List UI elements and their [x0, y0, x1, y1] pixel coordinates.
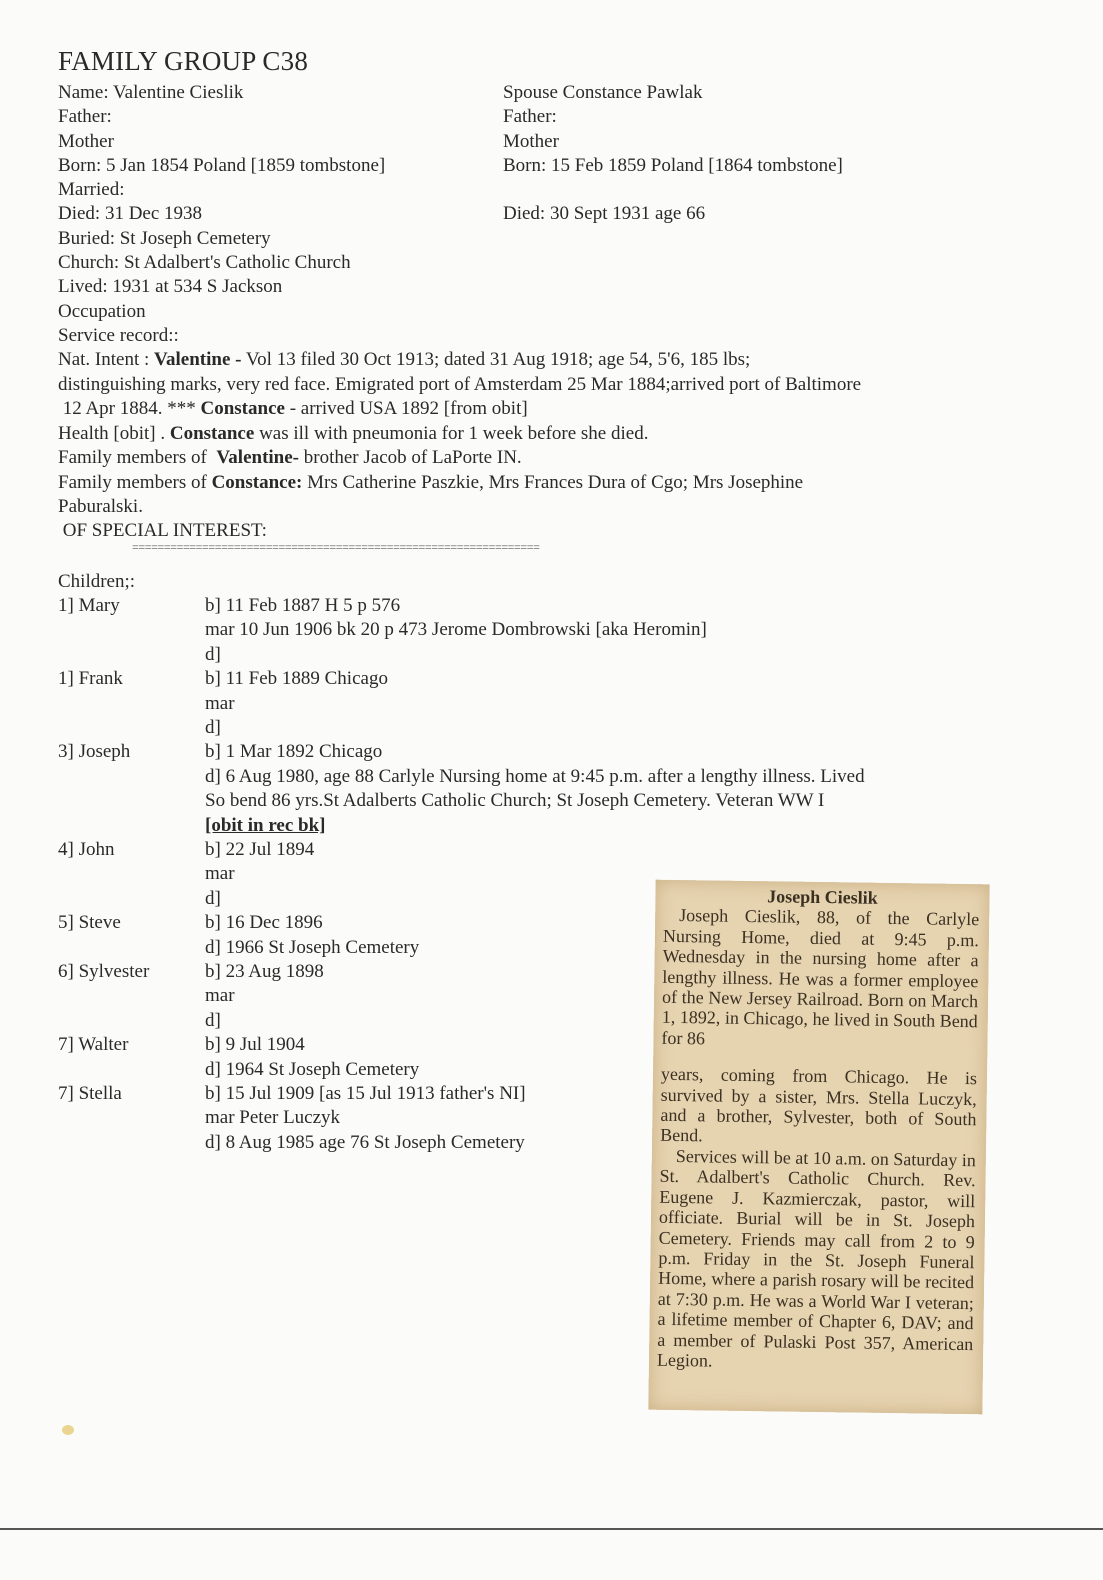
child-detail: d] 1966 St Joseph Cemetery	[205, 936, 420, 958]
child-detail: b] 16 Dec 1896	[205, 912, 323, 934]
clipping-paragraph: Services will be at 10 a.m. on Saturday in St. Adalbert's Catholic Church. Rev. Eugene J. Kazmierczak, pastor, will officiate. Burial will be in St. Joseph Cemetery. Friends may call from 2 to 9 p.m. Friday in the St. Joseph Funeral Home, where a parish rosary will be recited at 7:30 p.m. He was a World War I veteran; a lifetime member of Chapter 6, DAV; and a member of Pulaski Post 357, American Legion.	[656, 1145, 976, 1371]
child-name: 1] Mary	[58, 595, 120, 616]
family-constance-note: Family members of Constance: Mrs Catherine Paszkie, Mrs Frances Dura of Cgo; Mrs Josephine	[58, 472, 804, 493]
naturalization-intent: Nat. Intent : Valentine - Vol 13 filed 30 Oct 1913; dated 31 Aug 1918; age 54, 5'6, 185 lbs;	[58, 349, 751, 370]
child-detail: mar	[205, 863, 235, 885]
husband-buried: Buried: St Joseph Cemetery	[58, 228, 271, 249]
husband-married: Married:	[58, 179, 125, 200]
husband-church: Church: St Adalbert's Catholic Church	[58, 252, 351, 273]
child-detail: So bend 86 yrs.St Adalberts Catholic Church; St Joseph Cemetery. Veteran WW I	[205, 790, 825, 812]
obit-link[interactable]: [obit in rec bk]	[205, 814, 326, 836]
page-bottom-edge	[0, 1528, 1103, 1530]
obituary-clipping	[648, 880, 989, 1415]
child-detail: mar	[205, 985, 235, 1007]
husband-name: Name: Valentine Cieslik	[58, 82, 244, 103]
family-valentine-note: Family members of Valentine- brother Jacob of LaPorte IN.	[58, 447, 522, 468]
clipping-headline: Joseph Cieslik	[767, 886, 878, 908]
husband-father: Father:	[58, 106, 112, 127]
child-name: 7] Walter	[58, 1034, 129, 1056]
clipping-paragraph: Joseph Cieslik, 88, of the Carlyle Nursing Home, died at 9:45 p.m. Wednesday in the nursing home after a lengthy illness. He was a former employee of the New Jersey Railroad. Born on March 1, 1892, in Chicago, he lived in South Bend for 86	[661, 905, 980, 1049]
child-detail: b] 11 Feb 1887 H 5 p 576	[205, 595, 401, 616]
husband-occupation: Occupation	[58, 301, 146, 322]
spouse-died: Died: 30 Sept 1931 age 66	[503, 203, 706, 224]
child-detail: b] 11 Feb 1889 Chicago	[205, 668, 388, 690]
child-detail: d]	[205, 717, 221, 738]
husband-died: Died: 31 Dec 1938	[58, 203, 203, 224]
child-detail: d] 1964 St Joseph Cemetery	[205, 1058, 420, 1080]
child-name: 5] Steve	[58, 912, 121, 934]
children-label: Children;:	[58, 571, 136, 592]
child-detail: b] 23 Aug 1898	[205, 961, 324, 982]
child-detail: b] 9 Jul 1904	[205, 1034, 305, 1056]
special-interest: OF SPECIAL INTEREST:	[58, 520, 267, 541]
divider-rule: ================================================================	[132, 540, 540, 554]
spouse-father: Father:	[503, 106, 557, 127]
arrival-note: 12 Apr 1884. *** Constance - arrived USA 1892 [from obit]	[58, 398, 528, 419]
family-constance-cont: Paburalski.	[58, 496, 143, 517]
child-detail: d]	[205, 887, 221, 909]
clipping-paragraph: years, coming from Chicago. He is survived by a sister, Mrs. Stella Luczyk, and a brother, Sylvester, both of South Bend.	[660, 1064, 978, 1146]
husband-lived: Lived: 1931 at 534 S Jackson	[58, 276, 283, 297]
spouse-name: Spouse Constance Pawlak	[503, 82, 703, 103]
stain-mark	[62, 1425, 74, 1435]
child-name: 7] Stella	[58, 1083, 122, 1104]
husband-mother: Mother	[58, 131, 114, 152]
page-title: FAMILY GROUP C38	[58, 46, 309, 76]
health-note: Health [obit] . Constance was ill with pneumonia for 1 week before she died.	[58, 423, 649, 444]
emigration-note: distinguishing marks, very red face. Emigrated port of Amsterdam 25 Mar 1884;arrived port of Baltimore	[58, 374, 862, 395]
child-detail: mar Peter Luczyk	[205, 1107, 341, 1129]
spouse-born: Born: 15 Feb 1859 Poland [1864 tombstone]	[503, 155, 843, 176]
child-detail: b] 22 Jul 1894	[205, 839, 315, 860]
child-name: 1] Frank	[58, 668, 123, 690]
child-name: 3] Joseph	[58, 741, 131, 763]
child-detail: d]	[205, 643, 221, 665]
child-detail: d]	[205, 1009, 221, 1031]
child-detail: mar	[205, 692, 235, 714]
husband-service-record: Service record::	[58, 325, 179, 346]
child-name: 4] John	[58, 839, 115, 860]
child-detail: b] 15 Jul 1909 [as 15 Jul 1913 father's NI]	[205, 1083, 526, 1104]
spouse-mother: Mother	[503, 131, 559, 152]
child-detail: b] 1 Mar 1892 Chicago	[205, 741, 383, 763]
husband-born: Born: 5 Jan 1854 Poland [1859 tombstone]	[58, 155, 386, 176]
child-detail: mar 10 Jun 1906 bk 20 p 473 Jerome Dombrowski [aka Heromin]	[205, 619, 707, 641]
child-name: 6] Sylvester	[58, 961, 150, 982]
child-detail: d] 8 Aug 1985 age 76 St Joseph Cemetery	[205, 1131, 525, 1153]
child-detail: d] 6 Aug 1980, age 88 Carlyle Nursing home at 9:45 p.m. after a lengthy illness. Lived	[205, 765, 865, 787]
